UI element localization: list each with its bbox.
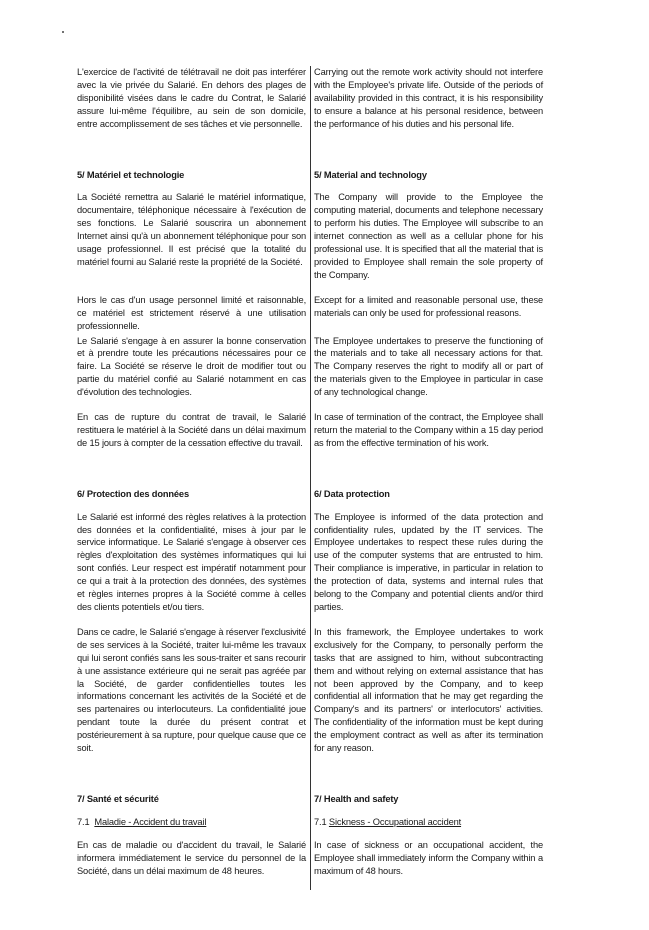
row-section-7-1-p1	[77, 839, 543, 890]
en-section-5-heading: 5/ Material and technology	[314, 169, 427, 180]
fr-section-5-heading: 5/ Matériel et technologie	[77, 169, 185, 180]
en-section-7-1-number: 7.1	[314, 816, 327, 827]
fr-section-7-1-number: 7.1	[77, 816, 90, 827]
row-section-7-heading	[77, 779, 543, 816]
row-section-6-p2	[77, 626, 543, 779]
en-section-7-heading: 7/ Health and safety	[314, 793, 399, 804]
fr-section-7-1-title: Maladie - Accident du travail	[94, 816, 207, 827]
en-section-5-p1: The Company will provide to the Employee the computing material, documents and telephone necessary to perform his duties. The Employee will subscribe to an internet connection as well as a cellular phone for his professional use. It is specified that all the material that is provided to Employee shall remain the sole property of the Company.	[314, 192, 543, 280]
fr-section-5-p3: Le Salarié s'engage à en assurer la bonne conservation et à prendre toute les précautions nécessaires pour ce faire. La Société se réserve le droit de modifier tout ou partie du matériel confié au Salarié notamment en cas d'évolution des technologies.	[77, 335, 306, 398]
fr-section-7-1-p1: En cas de maladie ou d'accident du travail, le Salarié informera immédiatement le service du personnel de la Société, dans un délai maximum de 48 heures.	[77, 839, 306, 876]
en-section-5-p3: The Employee undertakes to preserve the functioning of the materials and to take all necessary actions for that. The Company reserves the right to modify all or part of the materials given to the Employee in particular in case of any technological change.	[314, 335, 543, 398]
row-section-6-heading	[77, 474, 543, 511]
en-section-5-p4: In case of termination of the contract, the Employee shall return the material to the Company within a 15 day period as from the effective termination of his work.	[314, 412, 543, 448]
row-section-7-1-heading	[77, 816, 543, 839]
fr-section-6-heading: 6/ Protection des données	[77, 488, 189, 499]
en-section-7-1-p1: In case of sickness or an occupational accident, the Employee shall immediately inform the Company within a maximum of 48 hours.	[314, 839, 543, 876]
fr-section-7-1-heading	[77, 816, 306, 839]
en-section-7-1-title: Sickness - Occupational accident	[328, 816, 462, 827]
row-section-5-p3	[77, 335, 543, 412]
row-section-6-p1	[77, 511, 543, 626]
fr-section-5-p1: La Société remettra au Salarié le matériel informatique, documentaire, téléphonique nécessaire à l'exécution de ses fonctions. Le Salarié souscrira un abonnement Internet ainsi qu'à un abonnement téléphonique pour son usage professionnel. Il est précisé que la totalité du matériel fourni au Salarié reste la propriété de la Société.	[77, 192, 306, 267]
fr-section-6-p1: Le Salarié est informé des règles relatives à la protection des données et la confidentialité, mises à jour par le service informatique. Le Salarié s'engage à observer ces règles d'exploitation des systèmes informatiques qui lui sont confiés. Leur respect est impératif notamment pour ce qui a trait à la protection des données, des systèmes et règles internes propres à la Société comme à celles des clients potentiels et/ou tiers.	[77, 511, 306, 612]
fr-section-5-p2: Hors le cas d'un usage personnel limité et raisonnable, ce matériel est strictement réservé à une utilisation professionnelle.	[77, 294, 306, 331]
row-section-5-heading	[77, 155, 543, 192]
en-section-5-p2: Except for a limited and reasonable personal use, these materials can only be used for professional reasons.	[314, 294, 543, 318]
fr-intro: L'exercice de l'activité de télétravail ne doit pas interférer avec la vie privée du Salarié. En dehors des plages de disponibilité visées dans le cadre du Contrat, le Salarié assure lui-même l'équilibre, au sein de son domicile, entre accomplissement de ses tâches et vie personnelle.	[77, 67, 306, 129]
en-section-6-heading: 6/ Data protection	[314, 488, 390, 499]
row-section-5-p1	[77, 191, 543, 293]
en-intro: Carrying out the remote work activity should not interfere with the Employee's private life. Outside of the periods of availability provided in this contract, it is his responsibility to ensure a balance at his personal residence, between the performance of his duties and his personal life.	[314, 67, 543, 129]
fr-section-6-p2: Dans ce cadre, le Salarié s'engage à réserver l'exclusivité de ses services à la Société, traiter lui-même les travaux qui lui seront confiés sans les sous-traiter et sans recourir à une assistance extérieure qui ne serait pas agréée par la Société, de garder confidentielles toutes les informations concernant les activités de la Société et de ses partenaires ou interlocuteurs. La confidentialité joue pendant toute la durée du présent contrat et postérieurement à sa rupture, pour quelque cause que ce soit.	[77, 626, 306, 754]
en-section-6-p1: The Employee is informed of the data protection and confidentiality rules, updated by the IT services. The Employee undertakes to respect these rules during the use of the computer systems that are entrusted to him. Their compliance is imperative, in particular in relation to the protection of data, systems and internal rules that belong to the Company and potential clients and/or third parties.	[314, 511, 543, 612]
row-section-5-p2	[77, 294, 543, 335]
en-section-7-1-heading	[314, 816, 543, 839]
scan-speck	[62, 31, 64, 33]
en-section-6-p2: In this framework, the Employee undertakes to work exclusively for the Company, to personally perform the tasks that are assigned to him, without subcontracting them and without relying on external assistance that has not been approved by the Company, and to keep confidential all information that he may get regarding the Company's and its partners' or interlocutors' activities. The confidentiality of the information must be kept during the employment contract as well as after its termination for any reason.	[314, 626, 543, 754]
fr-section-5-p4: En cas de rupture du contrat de travail, le Salarié restituera le matériel à la Société dans un délai maximum de 15 jours à compter de la cessation effective du travail.	[77, 412, 306, 448]
row-intro	[77, 66, 543, 155]
bilingual-document	[77, 0, 543, 930]
row-section-5-p4	[77, 411, 543, 474]
fr-section-7-heading: 7/ Santé et sécurité	[77, 793, 159, 804]
